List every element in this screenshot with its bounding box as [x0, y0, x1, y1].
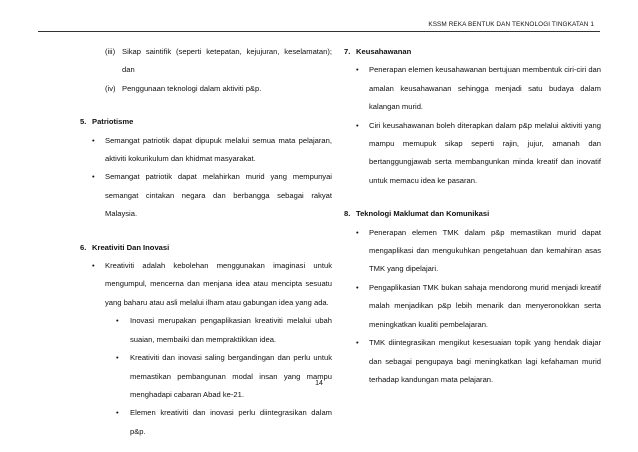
item-text: Kreativiti adalah kebolehan menggunakan imaginasi untuk mengumpul, mencerna dan menjana idea atau mencipta sesuatu yang baharu atau asli melalui ilham atau gabungan idea yang ada.: [105, 261, 332, 307]
list-item: [80, 257, 332, 312]
bullet-dot-icon: •: [92, 172, 95, 182]
section-title: Patriotisme: [92, 117, 134, 127]
bullet-list: [344, 224, 601, 390]
section-heading-kreativiti: [80, 239, 332, 257]
item-text: Pengaplikasian TMK bukan sahaja mendorong murid menjadi kreatif malah menjadikan p&p lebih menarik dan menyeronokkan serta meningkatkan kualiti pembelajaran.: [369, 282, 601, 329]
list-item: [80, 80, 332, 98]
bullet-dot-icon: •: [356, 282, 359, 292]
bullet-dot-icon: •: [356, 65, 359, 75]
section-number: 6.: [80, 242, 87, 252]
item-text: Kreativiti dan inovasi saling bergandingan dan perlu untuk memastikan pembangunan modal insan yang mampu menghadapi cabaran Abad ke-21.: [130, 353, 332, 399]
section-heading-keusahawanan: [344, 43, 601, 61]
section-heading-tmk: [344, 205, 601, 223]
item-text: Penerapan elemen keusahawanan bertujuan membentuk ciri-ciri dan amalan keusahawanan sehingga menjadi satu budaya dalam kalangan murid.: [369, 65, 601, 112]
section-heading-patriotisme: [80, 113, 332, 131]
right-column: [344, 43, 601, 389]
section-title: Teknologi Maklumat dan Komunikasi: [356, 209, 490, 219]
bullet-dot-icon: •: [116, 408, 119, 418]
bullet-dot-icon: •: [356, 227, 359, 237]
bullet-dot-icon: •: [92, 135, 95, 145]
bullet-dot-icon: •: [356, 338, 359, 348]
item-text: Penggunaan teknologi dalam aktiviti p&p.: [122, 83, 262, 93]
header-rule: [38, 31, 600, 32]
item-text: Inovasi merupakan pengaplikasian kreativiti melalui ubah suaian, membaiki dan mempraktikkan idea.: [130, 316, 332, 344]
section-title: Keusahawanan: [356, 47, 412, 56]
list-item: [80, 404, 332, 441]
item-text: Penerapan elemen TMK dalam p&p memastikan murid dapat mengaplikasi dan mengukuhkan pengetahuan dan kemahiran asas TMK yang dipelajari.: [369, 227, 601, 274]
section-number: 8.: [344, 209, 351, 219]
list-item: [344, 279, 601, 334]
bullet-dot-icon: •: [116, 353, 119, 363]
section-number: 7.: [344, 47, 351, 56]
item-marker: (iv): [105, 83, 116, 93]
item-text: Semangat patriotik dapat melahirkan murid yang mempunyai semangat cintakan negara dan berbangga sebagai rakyat Malaysia.: [105, 172, 332, 219]
item-text: Sikap saintifik (seperti ketepatan, kejujuran, keselamatan); dan: [122, 47, 332, 75]
list-item: [344, 117, 601, 191]
list-item: [80, 43, 332, 80]
item-marker: (iii): [105, 47, 116, 56]
list-item: [344, 61, 601, 116]
bullet-list: [80, 132, 332, 224]
running-header: KSSM REKA BENTUK DAN TEKNOLOGI TINGKATAN 1: [428, 21, 594, 28]
bullet-dot-icon: •: [92, 261, 95, 271]
bullet-dot-icon: •: [356, 120, 359, 130]
bullet-list: [80, 257, 332, 441]
section-number: 5.: [80, 117, 87, 127]
list-item: [80, 349, 332, 404]
continued-list: [80, 43, 332, 98]
list-item: [80, 132, 332, 169]
bullet-list: [344, 61, 601, 190]
item-text: TMK diintegrasikan mengikut kesesuaian topik yang hendak diajar dan sebagai pengupaya bagi meningkatkan lagi kefahaman murid terhadap kandungan mata pelajaran.: [369, 338, 601, 384]
item-text: Elemen kreativiti dan inovasi perlu diintegrasikan dalam p&p.: [130, 408, 332, 436]
item-text: Semangat patriotik dapat dipupuk melalui semua mata pelajaran, aktiviti kokurikulum dan khidmat masyarakat.: [105, 135, 332, 164]
page-number: 14: [315, 380, 323, 387]
list-item: [344, 224, 601, 279]
list-item: [80, 168, 332, 223]
section-title: Kreativiti Dan Inovasi: [92, 242, 170, 252]
item-text: Ciri keusahawanan boleh diterapkan dalam p&p melalui aktiviti yang mampu memupuk sikap seperti rajin, jujur, amanah dan bertanggungjawab serta membangunkan minda kreatif dan inovatif untuk memacu idea ke pasaran.: [369, 120, 601, 185]
list-item: [80, 312, 332, 349]
bullet-dot-icon: •: [116, 316, 119, 326]
